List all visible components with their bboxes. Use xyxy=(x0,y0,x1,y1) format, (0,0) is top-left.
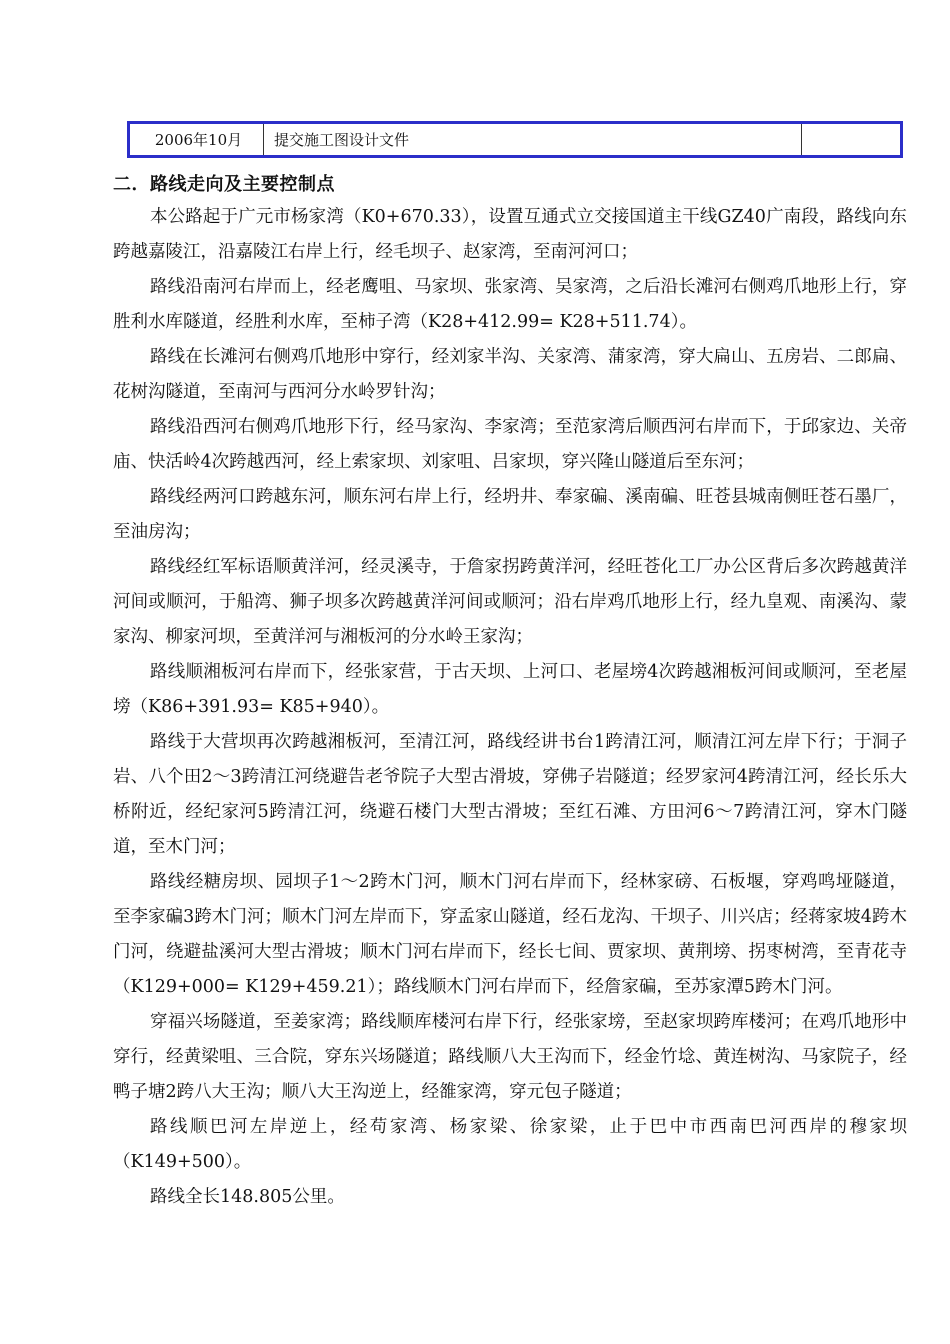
schedule-note-cell xyxy=(802,124,900,155)
paragraph: 路线经红军标语顺黄洋河，经灵溪寺，于詹家拐跨黄洋河，经旺苍化工厂办公区背后多次跨越黄洋河间或顺河，于船湾、狮子坝多次跨越黄洋河间或顺河；沿右岸鸡爪地形上行，经九皇观、南溪沟、蒙家沟、柳家河坝，至黄洋河与湘板河的分水岭王家沟； xyxy=(113,557,907,647)
paragraph: 路线沿西河右侧鸡爪地形下行，经马家沟、李家湾；至范家湾后顺西河右岸而下，于邱家边、关帝庙、快活岭4次跨越西河，经上索家坝、刘家咀、吕家坝，穿兴隆山隧道后至东河； xyxy=(113,417,907,472)
paragraph: 路线顺湘板河右岸而下，经张家营，于古天坝、上河口、老屋塝4次跨越湘板河间或顺河，至老屋塝（K86+391.93= K85+940）。 xyxy=(113,662,907,717)
paragraph: 本公路起于广元市杨家湾（K0+670.33），设置互通式立交接国道主干线GZ40广南段，路线向东跨越嘉陵江，沿嘉陵江右岸上行，经毛坝子、赵家湾，至南河河口； xyxy=(113,207,907,262)
schedule-date-cell: 2006年10月 xyxy=(130,124,264,155)
paragraph: 穿福兴场隧道，至姜家湾；路线顺库楼河右岸下行，经张家塝，至赵家坝跨库楼河；在鸡爪地形中穿行，经黄梁咀、三合院，穿东兴场隧道；路线顺八大王沟而下，经金竹埝、黄连树沟、马家院子，经鸭子塘2跨八大王沟；顺八大王沟逆上，经雒家湾，穿元包子隧道； xyxy=(113,1012,907,1102)
paragraph: 路线全长148.805公里。 xyxy=(150,1187,345,1207)
schedule-description-cell: 提交施工图设计文件 xyxy=(264,124,802,155)
route-description-body xyxy=(113,200,907,1215)
schedule-table-row xyxy=(127,121,903,158)
paragraph: 路线于大营坝再次跨越湘板河，至清江河，路线经讲书台1跨清江河，顺清江河左岸下行；于洞子岩、八个田2～3跨清江河绕避告老爷院子大型古滑坡，穿佛子岩隧道；经罗家河4跨清江河，经长乐大桥附近，经纪家河5跨清江河，绕避石楼门大型古滑坡；至红石滩、方田河6～7跨清江河，穿木门隧道，至木门河； xyxy=(113,732,907,857)
paragraph: 路线顺巴河左岸逆上，经苟家湾、杨家梁、徐家梁，止于巴中市西南巴河西岸的穆家坝（K149+500）。 xyxy=(113,1117,907,1172)
paragraph: 路线经糖房坝、园坝子1～2跨木门河，顺木门河右岸而下，经林家磅、石板堰，穿鸡鸣垭隧道，至李家碥3跨木门河；顺木门河左岸而下，穿孟家山隧道，经石龙沟、干坝子、川兴店；经蒋家坡4跨木门河，绕避盐溪河大型古滑坡；顺木门河右岸而下，经长七间、贾家坝、黄荆塝、拐枣树湾，至青花寺（K129+000= K129+459.21）；路线顺木门河右岸而下，经詹家碥，至苏家潭5跨木门河。 xyxy=(113,872,907,997)
paragraph: 路线在长滩河右侧鸡爪地形中穿行，经刘家半沟、关家湾、蒲家湾，穿大扁山、五房岩、二郎扁、花树沟隧道，至南河与西河分水岭罗针沟； xyxy=(113,347,907,402)
section-heading: 二．路线走向及主要控制点 xyxy=(113,174,335,195)
paragraph: 路线沿南河右岸而上，经老鹰咀、马家坝、张家湾、吴家湾，之后沿长滩河右侧鸡爪地形上行，穿胜利水库隧道，经胜利水库，至柿子湾（K28+412.99= K28+511.74）。 xyxy=(113,277,907,332)
paragraph: 路线经两河口跨越东河，顺东河右岸上行，经坍井、奉家碥、溪南碥、旺苍县城南侧旺苍石墨厂，至油房沟； xyxy=(113,487,907,542)
